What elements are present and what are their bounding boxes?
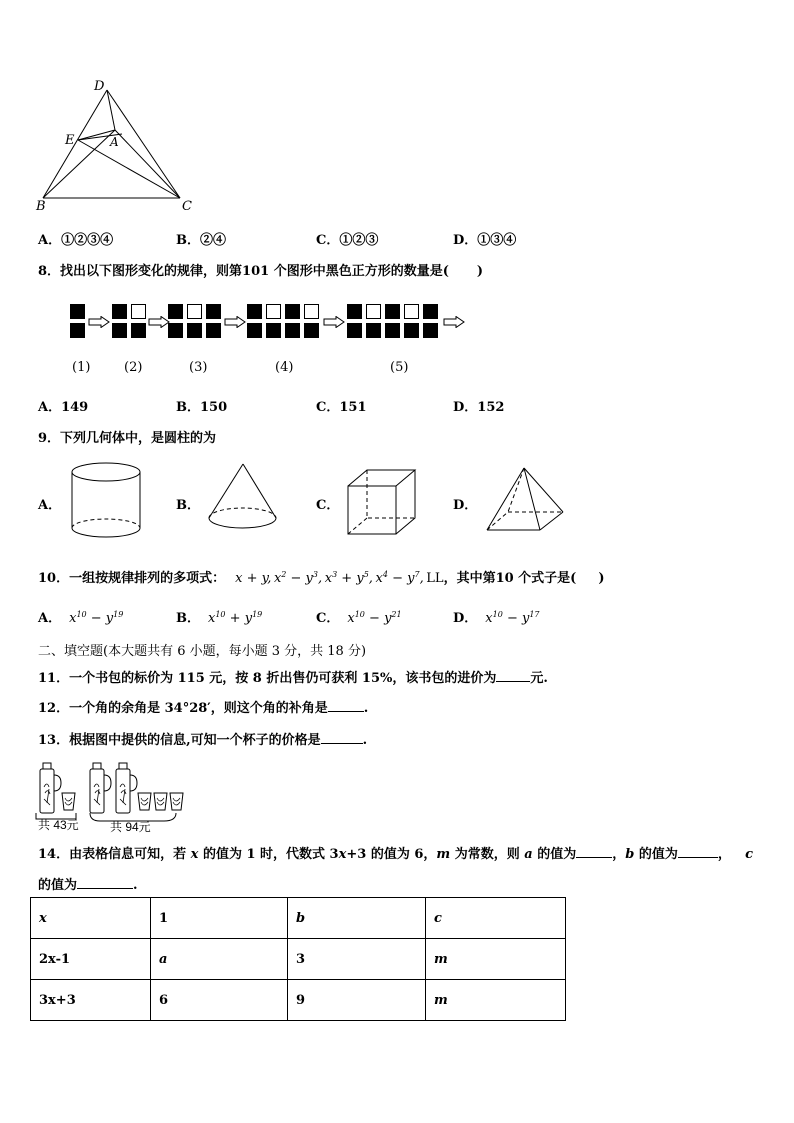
arrow-icon	[323, 316, 345, 328]
q14-question-line2: 的值为 .	[38, 878, 138, 893]
table-cell: 6	[151, 980, 288, 1021]
q8-option-c: C．151	[316, 400, 367, 415]
q7-option-b: B．②④	[176, 233, 227, 248]
figure-label: (1)	[72, 360, 91, 375]
figure-label: (5)	[390, 360, 409, 375]
cube-icon	[345, 468, 420, 538]
label-d: D	[94, 79, 105, 94]
cylinder-icon	[68, 458, 148, 542]
arrow-icon	[224, 316, 246, 328]
q12-question: 12． 一个角的余角是 34°28′，则这个角的补角是 .	[38, 701, 369, 716]
figure-label: (3)	[189, 360, 208, 375]
q8-option-d: D．152	[453, 400, 505, 415]
q9-option-b-label: B．	[176, 498, 200, 513]
q9-question: 9． 下列几何体中，是圆柱的为	[38, 431, 217, 446]
q13-question: 13． 根据图中提供的信息,可知一个杯子的价格是 .	[38, 733, 368, 748]
q10-option-c: C． $x^{10} - y^{21}$	[316, 610, 402, 626]
q7-option-c: C．①②③	[316, 233, 379, 248]
table-cell: 3x+3	[31, 980, 151, 1021]
q11-question: 11． 一个书包的标价为 115 元，按 8 折出售仍可获利 15%，该书包的进价为 元.	[38, 671, 548, 686]
q14-answer-b[interactable]	[678, 845, 718, 858]
q10-option-b: B． $x^{10} + y^{19}$	[176, 610, 263, 626]
table-row	[31, 898, 566, 939]
q7-option-d: D．①③④	[453, 233, 517, 248]
table-cell: x	[31, 898, 151, 939]
figure-label: (2)	[124, 360, 143, 375]
thermos-cups-figure	[30, 755, 200, 835]
arrow-icon	[443, 316, 465, 328]
table-row	[31, 980, 566, 1021]
table-cell: c	[426, 898, 566, 939]
table-cell: 2x-1	[31, 939, 151, 980]
cone-icon	[206, 462, 280, 534]
q7-option-a: A．①②③④	[38, 233, 114, 248]
label-b: B	[36, 199, 46, 214]
q14-answer-c[interactable]	[77, 876, 133, 889]
table-cell: m	[426, 939, 566, 980]
table-cell: 3	[288, 939, 426, 980]
q10-option-a: A． $x^{10} - y^{19}$	[38, 610, 124, 626]
q8-option-b: B．150	[176, 400, 228, 415]
q10-question: 10． 一组按规律排列的多项式： x + y, $x^2 - y^3$, $x^3 + y^5$, $x^4 - y^7$, LL ，其中第10 个式子是( )	[38, 570, 605, 586]
label-c: C	[182, 199, 192, 214]
arrow-icon	[88, 316, 110, 328]
q8-question: 8． 找出以下图形变化的规律，则第101 个图形中黑色正方形的数量是( )	[38, 264, 484, 279]
table-cell: b	[288, 898, 426, 939]
table-row	[31, 939, 566, 980]
section-title: 二、填空题(本大题共有 6 小题，每小题 3 分，共 18 分)	[38, 644, 367, 659]
table-cell: 1	[151, 898, 288, 939]
table-cell: m	[426, 980, 566, 1021]
q12-answer-blank[interactable]	[328, 699, 364, 712]
q10-option-d: D． $x^{10} - y^{17}$	[453, 610, 540, 626]
q13-label-2: 共 94元	[110, 820, 151, 834]
q13-answer-blank[interactable]	[321, 731, 363, 744]
q11-answer-blank[interactable]	[496, 669, 530, 682]
q14-table	[30, 897, 566, 1021]
q9-option-a-label: A．	[38, 498, 62, 513]
figure-label: (4)	[275, 360, 294, 375]
pyramid-icon	[484, 466, 568, 536]
label-e: E	[65, 133, 75, 148]
label-a: A	[110, 135, 119, 149]
arrow-icon	[148, 316, 170, 328]
q8-option-a: A．149	[38, 400, 89, 415]
triangle-figure	[30, 76, 200, 216]
q9-option-c-label: C．	[316, 498, 340, 513]
q14-answer-a[interactable]	[576, 845, 612, 858]
q13-label-1: 共 43元	[38, 818, 79, 832]
q14-question: 14． 由表格信息可知，若 x 的值为 1 时，代数式 3 x +3 的值为 6， m 为常数，则 a 的值为 ， b 的值为 ， c	[38, 847, 753, 862]
table-cell: 9	[288, 980, 426, 1021]
q9-option-d-label: D．	[453, 498, 478, 513]
table-cell: a	[151, 939, 288, 980]
